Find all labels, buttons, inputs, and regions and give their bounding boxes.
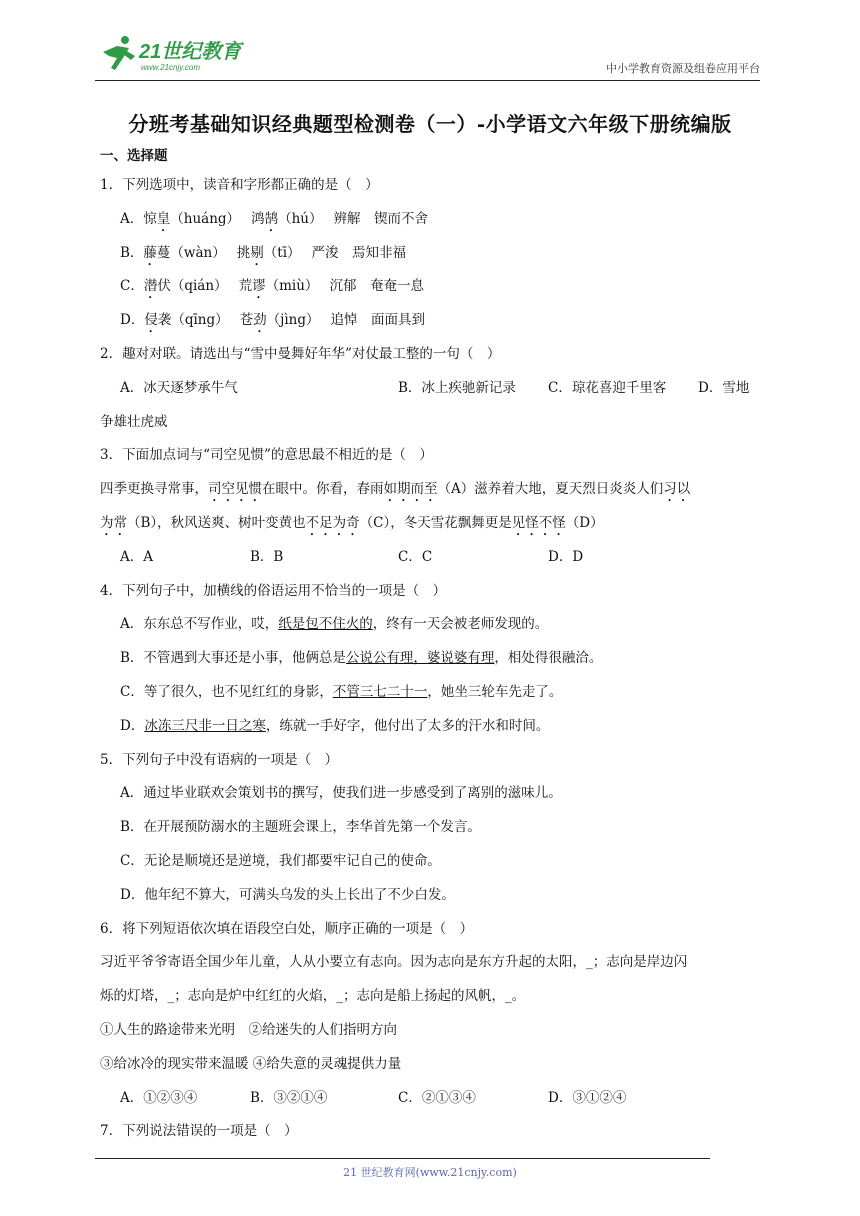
q2-option-c: C．琼花喜迎千里客 xyxy=(548,379,667,396)
question-4-stem: 4．下列句子中，加横线的俗语运用不恰当的一项是（ ） xyxy=(100,582,447,599)
q6-phrase-list-2: ③给冰冷的现实带来温暖 ④给失意的灵魂提供力量 xyxy=(100,1055,402,1072)
q1-option-c: C．潜伏（qián） 荒谬（miù） 沉郁 奄奄一息 xyxy=(120,278,424,295)
q6-options xyxy=(100,1082,765,1116)
q6-passage-line-2: 烁的灯塔，_；志向是炉中红红的火焰，_；志向是船上扬起的风帆，_。 xyxy=(100,988,526,1005)
q2-option-d: D．雪地 xyxy=(698,379,750,396)
question-6-stem: 6．将下列短语依次填在语段空白处，顺序正确的一项是（ ） xyxy=(100,920,474,937)
question-1-stem: 1．下列选项中，读音和字形都正确的是（ ） xyxy=(100,177,379,193)
q1-option-a: A．惊皇（huáng） 鸿鹄（hú） 辨解 锲而不舍 xyxy=(120,210,429,227)
logo-url: www.21cnjy.com xyxy=(141,63,200,72)
q6-option-c: C．②①③④ xyxy=(398,1089,476,1106)
q3-passage-line-1: 四季更换寻常事，司空见惯在眼中。你看，春雨如期而至（A）滋养着大地，夏天烈日炎炎人们习以 xyxy=(100,481,691,498)
q6-option-d: D．③①②④ xyxy=(548,1089,627,1106)
page-footer: 21 世纪教育网(www.21cnjy.com) xyxy=(343,1166,517,1179)
q6-option-a: A．①②③④ xyxy=(120,1089,198,1106)
q3-option-d: D．D xyxy=(548,548,584,565)
q1-option-b: B．藤蔓（wàn） 挑剔（tī） 严浚 焉知非福 xyxy=(120,244,407,261)
q3-option-a: A．A xyxy=(120,548,153,565)
q3-option-c: C．C xyxy=(398,548,433,565)
q2-option-a: A．冰天逐梦承牛气 xyxy=(120,379,238,396)
question-3-stem: 3．下面加点词与“司空见惯”的意思最不相近的是（ ） xyxy=(100,447,433,464)
section-heading: 一、选择题 xyxy=(100,148,168,164)
q5-option-d: D．他年纪不算大，可满头乌发的头上长出了不少白发。 xyxy=(120,886,455,903)
question-2-stem: 2．趣对对联。请选出与“雪中曼舞好年华”对仗最工整的一句（ ） xyxy=(100,345,501,362)
logo-21cnjy xyxy=(95,34,265,74)
q6-phrase-list-1: ①人生的路途带来光明 ②给迷失的人们指明方向 xyxy=(100,1021,397,1038)
q3-options xyxy=(100,541,765,575)
q2-option-b: B．冰上疾驰新记录 xyxy=(398,379,516,396)
q1-option-d: D．侵袭（qīng） 苍劲（jìng） 追悼 面面具到 xyxy=(120,312,426,329)
platform-name: 中小学教育资源及组卷应用平台 xyxy=(606,62,760,75)
logo-text: 21世纪教育 xyxy=(139,41,242,63)
question-7-stem: 7．下列说法错误的一项是（ ） xyxy=(100,1123,298,1140)
footer-divider xyxy=(95,1158,710,1159)
q2-options xyxy=(100,372,765,406)
q4-option-a: A．东东总不写作业，哎，纸是包不住火的，终有一天会被老师发现的。 xyxy=(120,616,549,633)
q5-option-b: B．在开展预防溺水的主题班会课上，李华首先第一个发言。 xyxy=(120,819,481,836)
q4-option-b: B．不管遇到大事还是小事，他俩总是公说公有理，婆说婆有理，相处得很融洽。 xyxy=(120,650,603,667)
q5-option-a: A．通过毕业联欢会策划书的撰写，使我们进一步感受到了离别的滋味儿。 xyxy=(120,785,562,802)
q3-passage-line-2: 为常（B），秋风送爽、树叶变黄也不足为奇（C），冬天雪花飘舞更是见怪不怪（D） xyxy=(100,514,604,531)
document-body xyxy=(100,143,765,1149)
q2-option-d-cont: 争雄壮虎威 xyxy=(100,413,168,430)
q5-option-c: C．无论是顺境还是逆境，我们都要牢记自己的使命。 xyxy=(120,852,441,869)
q3-option-b: B．B xyxy=(250,548,284,565)
q4-option-d: D．冰冻三尺非一日之寒，练就一手好字，他付出了太多的汗水和时间。 xyxy=(120,717,550,734)
page-header xyxy=(95,30,760,81)
q6-passage-line-1: 习近平爷爷寄语全国少年儿童，人从小要立有志向。因为志向是东方升起的太阳，_；志向是岸边闪 xyxy=(100,954,688,971)
question-5-stem: 5．下列句子中没有语病的一项是（ ） xyxy=(100,751,339,768)
q4-option-c: C．等了很久，也不见红红的身影，不管三七二十一，她坐三轮车先走了。 xyxy=(120,683,563,700)
page-title: 分班考基础知识经典题型检测卷（一）-小学语文六年级下册统编版 xyxy=(128,112,732,136)
q6-option-b: B．③②①④ xyxy=(250,1089,328,1106)
